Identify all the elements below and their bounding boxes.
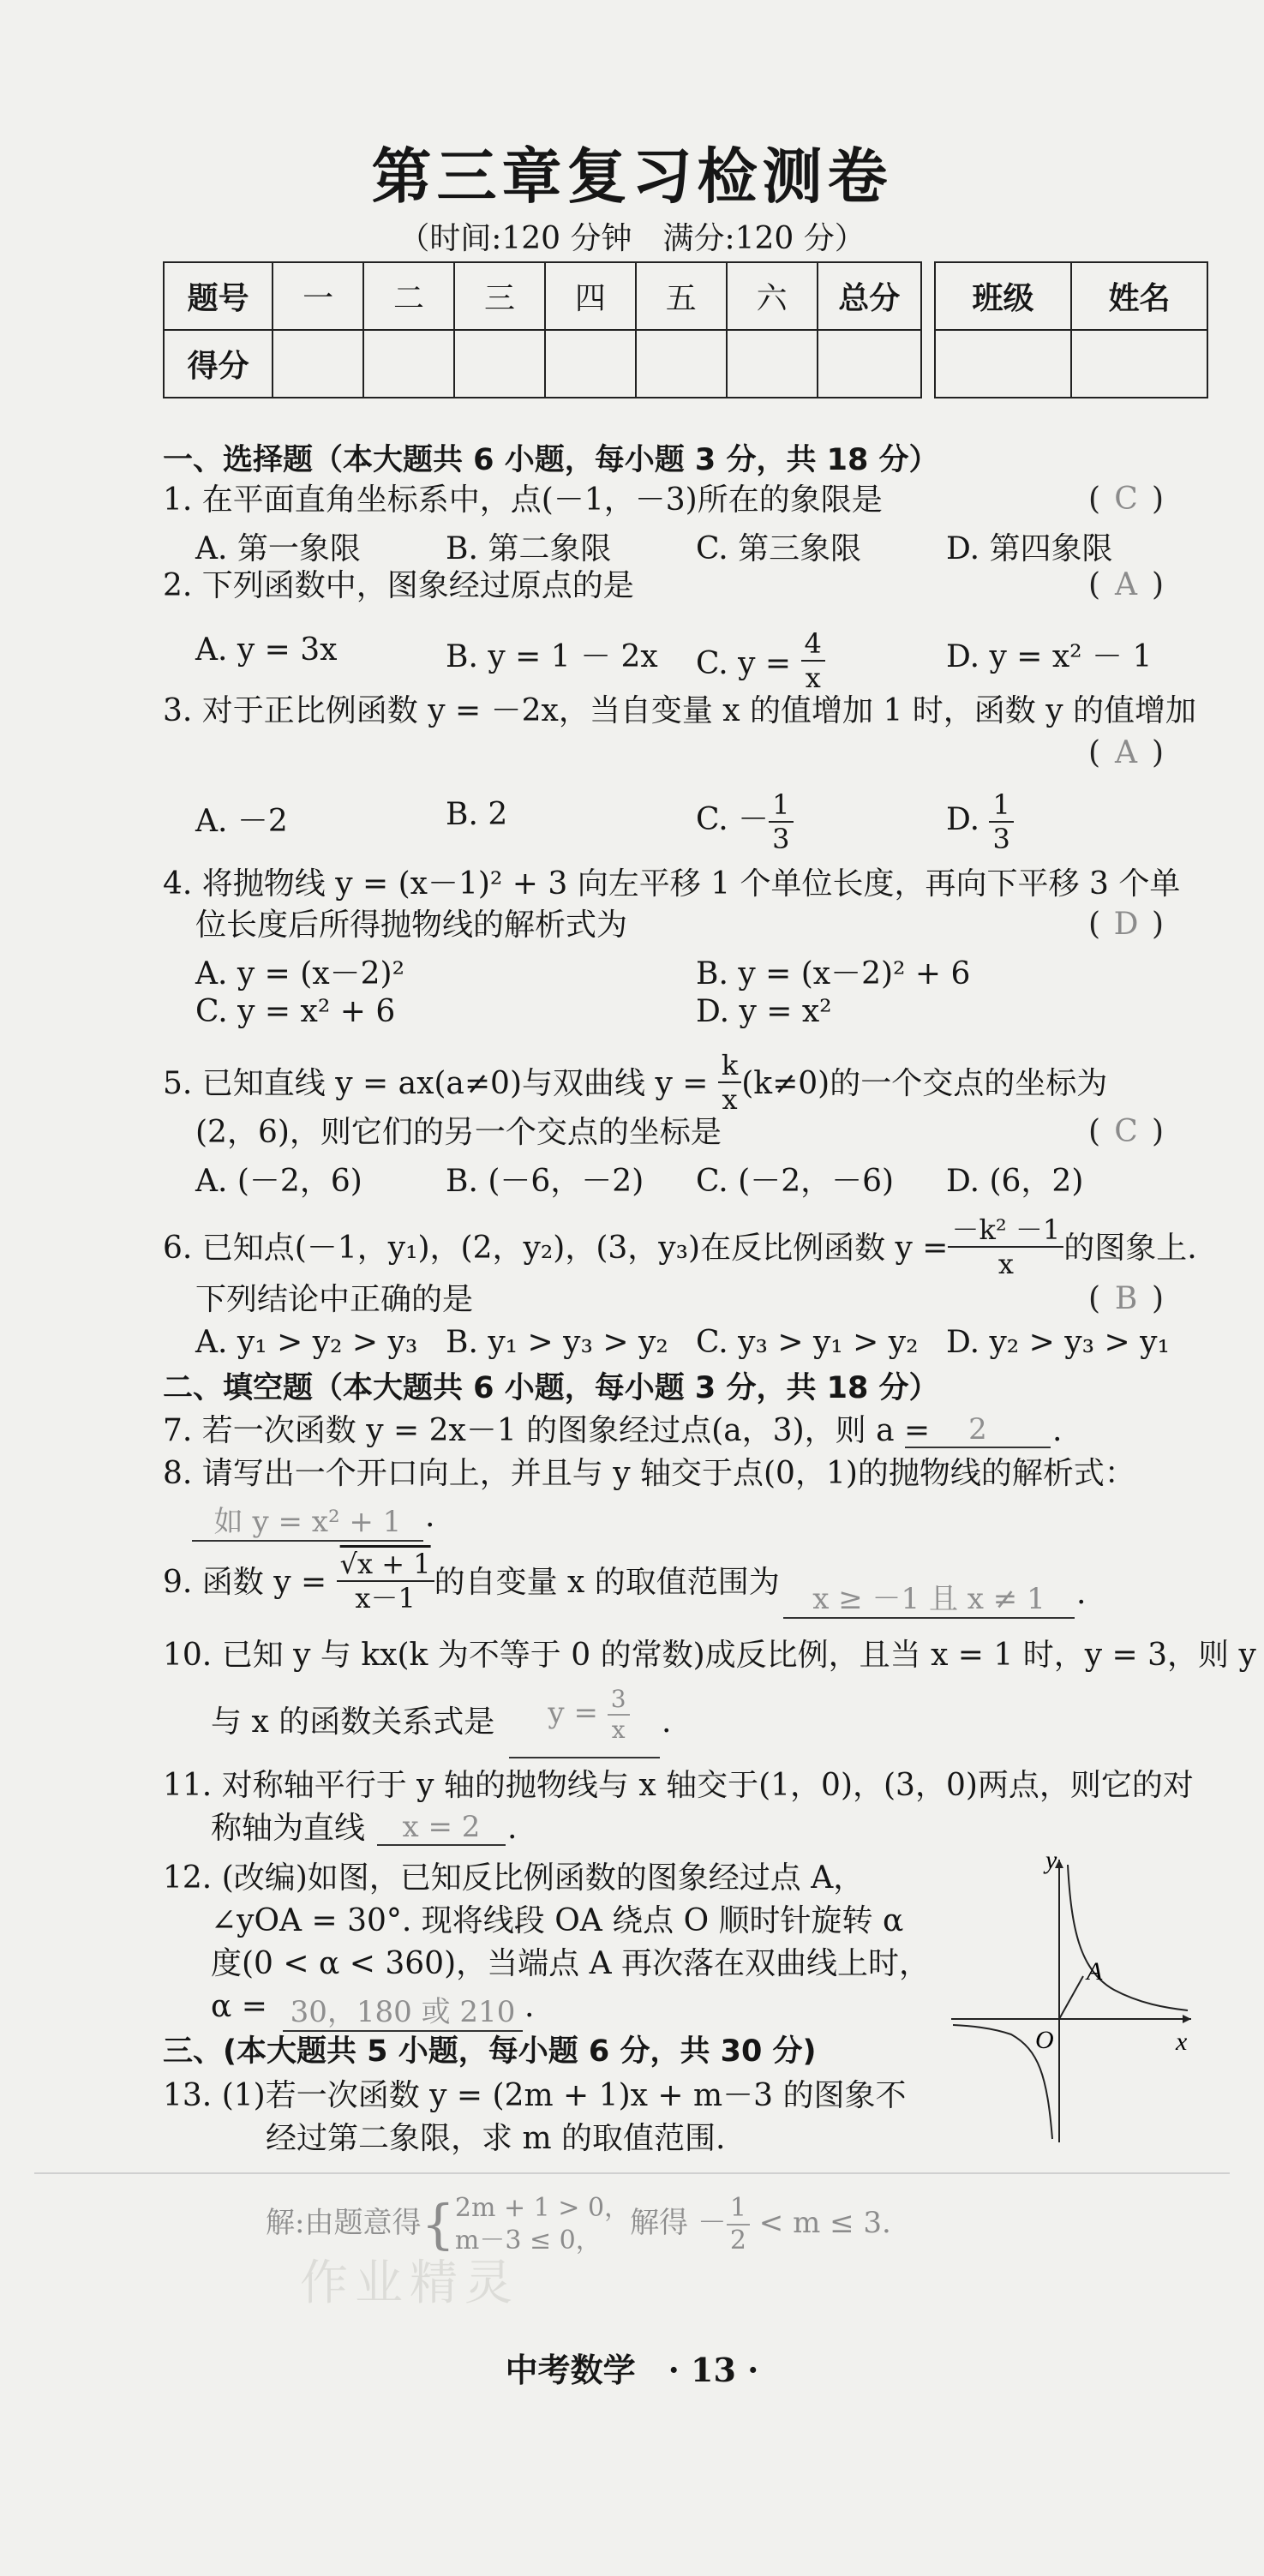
option: D. y = x² [696, 994, 832, 1029]
question-stem: 3. 对于正比例函数 y = －2x，当自变量 x 的值增加 1 时，函数 y 的值增加 [163, 693, 1197, 728]
class-label: 班级 [935, 262, 1071, 330]
question-stem: 8. 请写出一个开口向上，并且与 y 轴交于点(0，1)的抛物线的解析式： [163, 1456, 1135, 1491]
question-stem: 2. 下列函数中，图象经过原点的是 [163, 568, 634, 603]
segment-OA [1059, 1976, 1083, 2019]
answer-choice: A [1115, 567, 1138, 602]
denominator: x [805, 662, 821, 694]
name-field[interactable] [1071, 330, 1207, 398]
question-stem-cont: 度(0 < α < 360)，当端点 A 再次落在双曲线上时， [211, 1946, 931, 1981]
question-stem-cont: 经过第二象限，求 m 的取值范围. [266, 2121, 726, 2156]
option-label: C. y = [696, 646, 792, 681]
answer-bracket: ( B ) [1088, 1281, 1165, 1316]
question-stem-cont: (2，6)，则它们的另一个交点的坐标是 [195, 1115, 722, 1150]
answer-choice: A [1115, 735, 1138, 770]
punctuation: . [425, 1499, 435, 1534]
stem-part: 9. 函数 y = [163, 1565, 327, 1600]
punctuation: . [662, 1704, 672, 1740]
numerator: 1 [727, 2193, 750, 2226]
answer-bracket: ( D ) [1088, 907, 1165, 942]
score-cell[interactable] [454, 330, 545, 398]
denominator: x [722, 1083, 738, 1116]
option: A. y = (x－2)² [195, 956, 405, 991]
origin-label: O [1035, 2026, 1054, 2054]
option: D. 第四象限 [946, 531, 1113, 566]
score-header-label: 题号 [164, 262, 273, 330]
numerator: －k² －1 [948, 1213, 1063, 1248]
option-label: D. [946, 802, 990, 837]
score-cell[interactable] [273, 330, 363, 398]
option: B. y = 1 － 2x [446, 639, 658, 674]
question-stem-cont: ∠yOA = 30°. 现将线段 OA 绕点 O 顺时针旋转 α [211, 1903, 904, 1938]
class-field[interactable] [935, 330, 1071, 398]
page-title: 第三章复习检测卷 [371, 141, 893, 212]
numerator: √x + 1 [337, 1548, 434, 1582]
option: A. y₁ > y₂ > y₃ [195, 1325, 418, 1360]
numerator: 1 [769, 788, 793, 823]
denominator: 3 [992, 823, 1010, 855]
fill-part: y = [548, 1696, 598, 1730]
hyperbola-branch-first-quadrant [1068, 1865, 1188, 2010]
question-stem-cont: 与 x 的函数关系式是 [211, 1704, 495, 1740]
fraction [769, 788, 793, 855]
fill-answer[interactable]: 30，180 或 210 [283, 1988, 523, 2032]
option: D. y₂ > y₃ > y₁ [946, 1325, 1170, 1360]
answer-choice: D [1113, 907, 1139, 942]
inequality: 2m + 1 > 0， [454, 2193, 631, 2223]
name-label: 姓名 [1071, 262, 1207, 330]
score-cell[interactable] [727, 330, 818, 398]
option: B. 第二象限 [446, 531, 612, 566]
section-heading: 一、选择题（本大题共 6 小题，每小题 3 分，共 18 分） [163, 443, 939, 477]
question-stem-cont: 称轴为直线 [211, 1811, 366, 1846]
score-header-cell: 二 [363, 262, 454, 330]
stem-part: (k≠0)的一个交点的坐标为 [741, 1066, 1108, 1101]
fraction [801, 627, 825, 694]
denominator: x [997, 1248, 1014, 1280]
punctuation: . [1076, 1576, 1087, 1611]
fill-answer[interactable]: x ≥ －1 且 x ≠ 1 [783, 1575, 1075, 1619]
question-stem: 7. 若一次函数 y = 2x－1 的图象经过点(a，3)，则 a = [163, 1413, 931, 1448]
fill-answer[interactable]: x = 2 [377, 1810, 506, 1846]
question-stem-cont: 下列结论中正确的是 [195, 1282, 474, 1317]
stem-part: 5. 已知直线 y = ax(a≠0)与双曲线 y = [163, 1066, 709, 1101]
fill-answer[interactable] [524, 1685, 653, 1745]
x-axis-label: x [1176, 2028, 1188, 2056]
stem-part: 6. 已知点(－1，y₁)，(2，y₂)，(3，y₃)在反比例函数 y = [163, 1231, 949, 1266]
option: B. y₁ > y₃ > y₂ [446, 1325, 668, 1360]
score-header-cell: 五 [636, 262, 727, 330]
option [946, 788, 1014, 855]
option: C. y₃ > y₁ > y₂ [696, 1325, 919, 1360]
score-row-label: 得分 [164, 330, 273, 398]
stem-part: 的自变量 x 的取值范围为 [434, 1565, 780, 1600]
hyperbola-graph [943, 1851, 1200, 2151]
question-stem: 12. (改编)如图，已知反比例函数的图象经过点 A， [163, 1860, 865, 1896]
option [696, 627, 825, 699]
system-brace: { [421, 2193, 455, 2255]
option-label: C. － [696, 802, 770, 837]
option: B. (－6，－2) [446, 1164, 644, 1199]
student-info-table [934, 261, 1208, 398]
score-header-total: 总分 [818, 262, 921, 330]
fraction [337, 1548, 434, 1614]
answer-bracket: ( A ) [1088, 735, 1165, 770]
answer-bracket: ( C ) [1088, 1114, 1165, 1149]
option: D. y = x² － 1 [946, 639, 1153, 674]
question-stem: 4. 将抛物线 y = (x－1)² + 3 向左平移 1 个单位长度，再向下平移 3 个单 [163, 866, 1181, 902]
score-cell[interactable] [545, 330, 636, 398]
answer-bracket: ( C ) [1088, 482, 1165, 517]
answer-choice: C [1114, 1114, 1138, 1149]
stem-part: 的图象上. [1063, 1231, 1197, 1266]
question-stem-cont: α = [211, 1989, 267, 2024]
question-stem [163, 1548, 780, 1618]
fraction [989, 788, 1013, 855]
solution-intro: 解:由题意得 [266, 2206, 422, 2240]
option: A. －2 [195, 804, 288, 839]
question-stem: 10. 已知 y 与 kx(k 为不等于 0 的常数)成反比例，且当 x = 1 时，y = 3，则 y [163, 1638, 1256, 1673]
fraction [608, 1685, 630, 1745]
score-cell[interactable] [363, 330, 454, 398]
option: B. y = (x－2)² + 6 [696, 956, 971, 991]
question-stem: 11. 对称轴平行于 y 轴的抛物线与 x 轴交于(1，0)，(3，0)两点，则它的对 [163, 1768, 1194, 1803]
section-heading: 三、(本大题共 5 小题，每小题 6 分，共 30 分) [163, 2034, 817, 2069]
question-stem [163, 1213, 1197, 1284]
exam-info: （时间:120 分钟 满分:120 分） [398, 221, 866, 256]
option: A. y = 3x [195, 632, 338, 668]
denominator: 2 [729, 2226, 746, 2255]
fraction [727, 2193, 750, 2256]
question-stem [163, 1049, 1108, 1119]
option: C. (－2，－6) [696, 1164, 895, 1199]
fill-answer[interactable]: 2 [905, 1412, 1051, 1448]
score-header-cell: 一 [273, 262, 363, 330]
fill-answer[interactable]: 如 y = x² + 1 [192, 1498, 423, 1542]
denominator: x [611, 1716, 626, 1744]
option: C. y = x² + 6 [195, 994, 396, 1029]
numerator: 4 [801, 627, 825, 662]
question-stem: 13. (1)若一次函数 y = (2m + 1)x + m－3 的图象不 [163, 2078, 907, 2113]
score-header-cell: 六 [727, 262, 818, 330]
x-axis-arrow [1183, 2015, 1191, 2023]
question-stem-cont: 位长度后所得抛物线的解析式为 [195, 908, 628, 943]
section-heading: 二、填空题（本大题共 6 小题，每小题 3 分，共 18 分） [163, 1371, 939, 1405]
punctuation: . [524, 1989, 535, 2024]
score-cell[interactable] [636, 330, 727, 398]
score-header-cell: 三 [454, 262, 545, 330]
option: D. (6，2) [946, 1164, 1084, 1199]
numerator: 3 [608, 1685, 630, 1716]
option [696, 788, 794, 855]
solution-mid: 解得 － [630, 2206, 727, 2240]
numerator: 1 [989, 788, 1013, 823]
point-A-label: A [1087, 1957, 1103, 1986]
score-cell[interactable] [818, 330, 921, 398]
option: B. 2 [446, 797, 508, 832]
answer-choice: C [1114, 482, 1138, 517]
numerator: k [718, 1049, 741, 1083]
option: A. 第一象限 [195, 531, 361, 566]
option: C. 第三象限 [696, 531, 862, 566]
denominator: x－1 [355, 1582, 416, 1614]
divider [34, 2172, 1230, 2174]
answer-choice: B [1114, 1281, 1138, 1316]
punctuation: . [507, 1811, 518, 1846]
punctuation: . [1052, 1413, 1063, 1448]
watermark: 作业精灵 [300, 2255, 519, 2311]
fill-underline [509, 1757, 660, 1758]
score-table [163, 261, 922, 398]
fraction [948, 1213, 1063, 1280]
fraction [718, 1049, 741, 1116]
solution-end: < m ≤ 3. [758, 2206, 891, 2240]
option: A. (－2，6) [195, 1164, 362, 1199]
page-footer: 中考数学 · 13 · [505, 2351, 759, 2389]
score-header-cell: 四 [545, 262, 636, 330]
question-stem: 1. 在平面直角坐标系中，点(－1，－3)所在的象限是 [163, 482, 883, 518]
answer-bracket: ( A ) [1088, 567, 1165, 602]
y-axis-label: y [1045, 1851, 1057, 1874]
denominator: 3 [772, 823, 790, 855]
inequality: m－3 ≤ 0， [454, 2226, 602, 2255]
